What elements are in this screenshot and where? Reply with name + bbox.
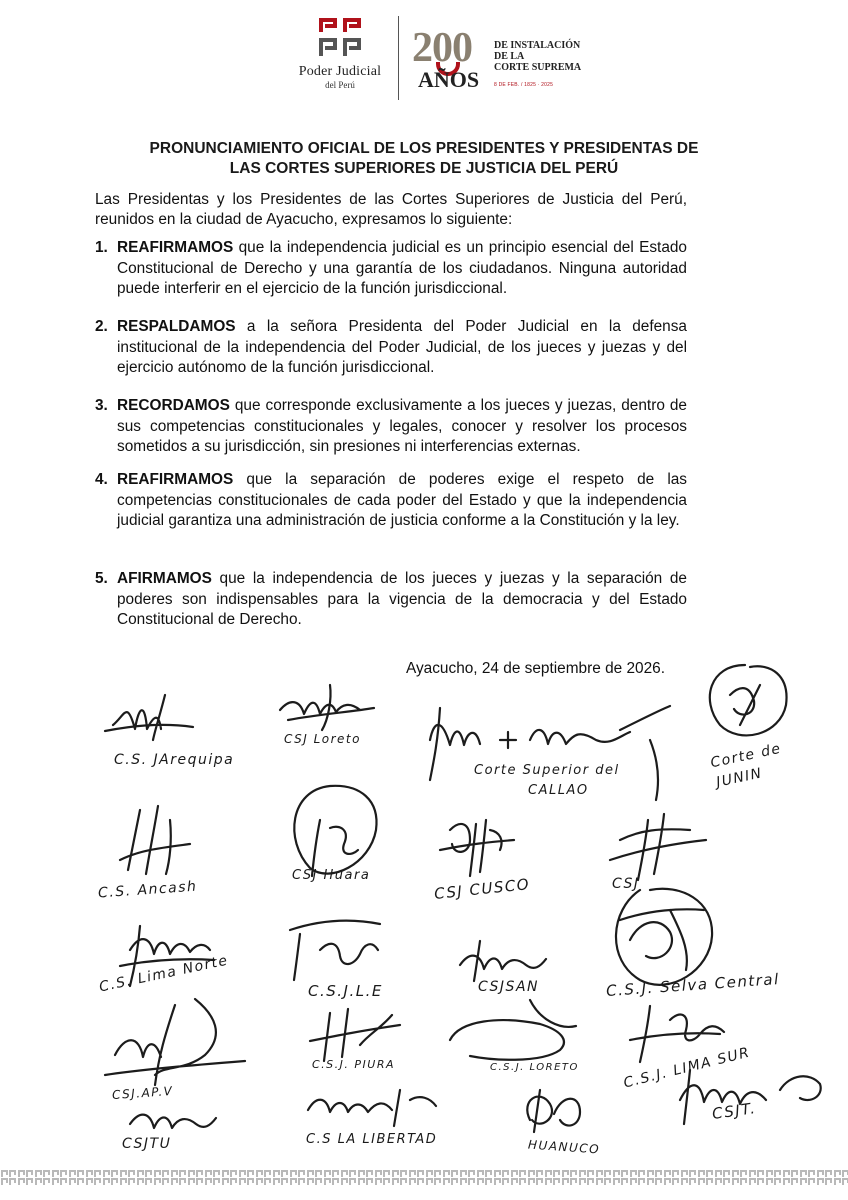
- signature-label: CSJ: [612, 876, 640, 892]
- item-keyword: RECORDAMOS: [117, 397, 230, 414]
- signature-lima-este: [280, 910, 390, 990]
- signature-label: CSJ.AP.V: [111, 1083, 174, 1103]
- item-text: que la independencia judicial es un principio esencial del Estado Constitucional de Derecho y una garantía de los ciudadanos. Ninguna autoridad puede interferir en el ejercicio de la función jurisdiccional.: [117, 239, 687, 297]
- statement-item: [95, 569, 687, 631]
- signature-stroke-icon: [300, 1005, 410, 1065]
- signature-label: C.S. Ancash: [97, 878, 198, 902]
- item-text: a la señora Presidenta del Poder Judicial en la defensa institucional de la independencia del Poder Judicial, de los jueces y juezas y del ejercicio autónomo de la función jurisdiccional.: [117, 318, 687, 376]
- signature-label: CSJSAN: [478, 979, 539, 995]
- item-number: 2.: [95, 318, 108, 335]
- header-divider: [398, 16, 399, 100]
- item-body: [117, 470, 687, 532]
- item-body: [117, 238, 687, 300]
- item-keyword: REAFIRMAMOS: [117, 239, 234, 256]
- signature-cusco-1: [430, 810, 520, 880]
- signature-label: C.S.J. LORETO: [490, 1062, 579, 1073]
- signature-stroke-icon: [105, 685, 195, 745]
- item-body: [117, 569, 687, 631]
- statement-item: [95, 470, 687, 532]
- anniversary-caption-line: DE INSTALACIÓN: [494, 40, 581, 51]
- signature-stroke-icon: [440, 990, 580, 1070]
- signature-stroke-icon: [95, 995, 255, 1095]
- signature-arequipa: [105, 685, 195, 745]
- item-body: [117, 396, 687, 458]
- anniversary-caption-line: CORTE SUPREMA: [494, 62, 582, 73]
- item-text: que la independencia de los jueces y juezas y la separación de poderes son indispensables para la vigencia de la democracia y del Estado Constitucional de Derecho.: [117, 570, 687, 628]
- signature-stroke-icon: [300, 1080, 440, 1130]
- place-date: Ayacucho, 24 de septiembre de 2026.: [406, 660, 665, 677]
- anniversary-number: 200: [412, 25, 472, 71]
- item-number: 4.: [95, 471, 108, 488]
- signature-label: CSJTU: [122, 1136, 172, 1152]
- signature-label: CSJ Huara: [292, 868, 371, 883]
- signature-label: CSJT.: [710, 1099, 758, 1123]
- anniversary-dates: 8 DE FEB. / 1825 · 2025: [494, 82, 554, 88]
- statement-item: [95, 238, 687, 300]
- intro-paragraph: Las Presidentas y los Presidentes de las Cortes Superiores de Justicia del Perú, reunidos en la ciudad de Ayacucho, expresamos lo siguiente:: [95, 191, 687, 228]
- signature-label: C.S. Lima Norte: [97, 952, 230, 996]
- institution-subtitle: del Perú: [325, 80, 355, 90]
- item-keyword: REAFIRMAMOS: [117, 471, 234, 488]
- signature-label: CSJ Loreto: [284, 732, 361, 746]
- signature-label: Corte Superior del: [474, 763, 620, 778]
- footer-pattern-band: [0, 1168, 848, 1186]
- signature-stroke-icon: [450, 935, 550, 985]
- statement-item: [95, 396, 687, 458]
- item-number: 5.: [95, 570, 108, 587]
- signature-loreto-1: [270, 680, 380, 740]
- signature-stroke-icon: [510, 1080, 600, 1140]
- signature-loreto-2: [440, 990, 580, 1070]
- signature-label: C.S.J. Selva Central: [605, 969, 781, 1001]
- signature-label: C.S LA LIBERTAD: [306, 1132, 438, 1147]
- signature-label: Corte de: [709, 740, 784, 772]
- document-title: [60, 139, 788, 179]
- poder-judicial-logo: [290, 16, 390, 100]
- signature-apv: [95, 995, 255, 1095]
- item-keyword: AFIRMAMOS: [117, 570, 212, 587]
- signature-tumbes: [120, 1100, 220, 1140]
- bicentennial-logo: [408, 26, 608, 96]
- anniversary-word: AÑOS: [418, 67, 480, 92]
- poder-judicial-emblem-icon: [315, 16, 365, 58]
- anniversary-caption-line: DE LA: [494, 51, 525, 62]
- item-number: 1.: [95, 239, 108, 256]
- signature-stroke-icon: [270, 680, 380, 740]
- signature-stroke-icon: [430, 810, 520, 880]
- item-text: que corresponde exclusivamente a los jueces y juezas, dentro de sus competencias constitucionales y legales, conocer y resolver los procesos sometidos a su jurisdicción, sin presiones ni interferencias externas.: [117, 397, 687, 455]
- item-number: 3.: [95, 397, 108, 414]
- signature-san: [450, 935, 550, 985]
- signature-label: C.S.J.L.E: [308, 982, 383, 1000]
- signature-tacna: [670, 1060, 830, 1130]
- item-text: que la separación de poderes exige el respeto de las competencias constitucionales de cada poder del Estado y que la independencia judicial garantiza una administración de justicia conforme a la Constitución y la ley.: [117, 471, 687, 529]
- signature-label: C.S.J. LIMA SUR: [621, 1044, 753, 1092]
- signature-ancash: [110, 800, 200, 880]
- item-body: [117, 317, 687, 379]
- item-keyword: RESPALDAMOS: [117, 318, 236, 335]
- signature-label: CALLAO: [528, 783, 589, 798]
- signature-la-libertad: [300, 1080, 440, 1130]
- signature-piura: [300, 1005, 410, 1065]
- anniversary-caption: [494, 40, 581, 73]
- signature-huanuco: [510, 1080, 600, 1140]
- signature-stroke-icon: [670, 1060, 830, 1130]
- footer-pattern-icon: [0, 1168, 848, 1186]
- signature-stroke-icon: [120, 1100, 220, 1140]
- signature-label: CSJ CUSCO: [433, 875, 531, 903]
- signature-label: JUNIN: [714, 765, 765, 791]
- title-line: LAS CORTES SUPERIORES DE JUSTICIA DEL PERÚ: [229, 160, 619, 177]
- institution-name: Poder Judicial: [298, 64, 382, 79]
- signature-label: HUANUCO: [527, 1137, 601, 1157]
- signature-stroke-icon: [110, 800, 200, 880]
- signature-label: C.S. JArequipa: [114, 752, 235, 768]
- title-line: PRONUNCIAMIENTO OFICIAL DE LOS PRESIDENTES Y PRESIDENTAS DE: [149, 140, 699, 157]
- signature-stroke-icon: [280, 910, 390, 990]
- signature-label: C.S.J. PIURA: [312, 1058, 395, 1071]
- statement-item: [95, 317, 687, 379]
